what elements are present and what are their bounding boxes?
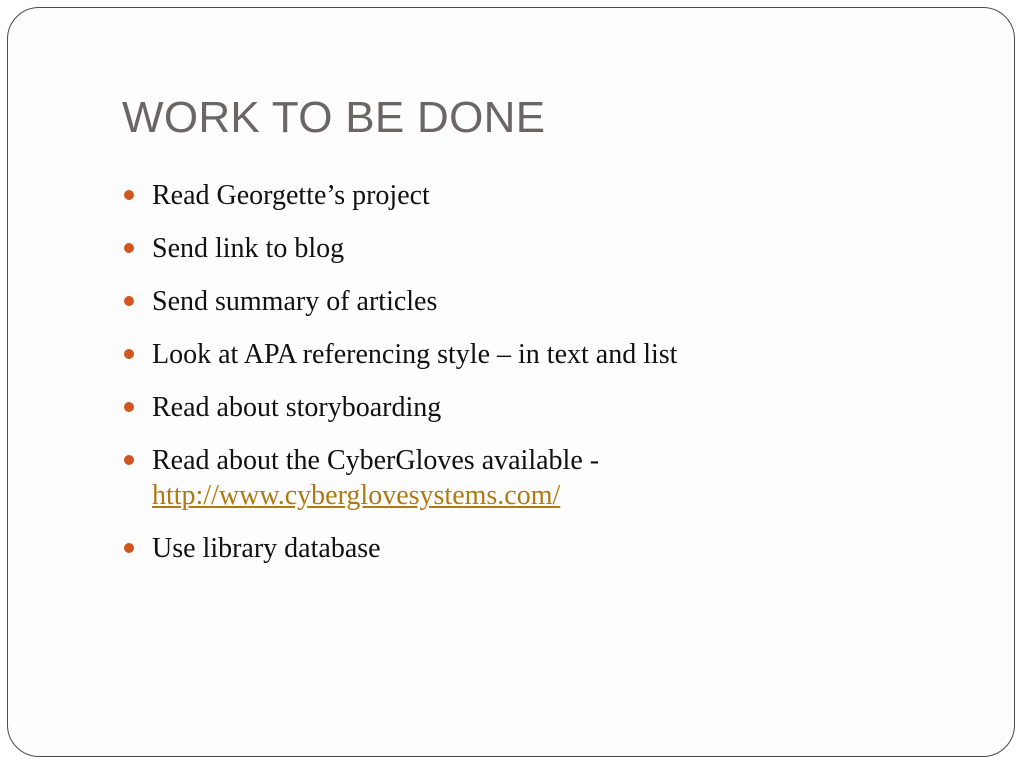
bullet-icon — [124, 402, 134, 412]
bullet-icon — [124, 243, 134, 253]
list-item — [122, 390, 962, 425]
list-item-text: Read about storyboarding — [152, 392, 442, 423]
slide-frame — [7, 7, 1015, 757]
list-item — [122, 531, 962, 566]
list-item-text: Read about the CyberGloves available - — [152, 445, 600, 476]
list-item-text: Read Georgette’s project — [152, 180, 430, 211]
list-item-text: Look at APA referencing style – in text and list — [152, 339, 678, 370]
bullet-icon — [124, 543, 134, 553]
list-item — [122, 337, 962, 372]
list-item — [122, 443, 962, 513]
list-item-text: Use library database — [152, 533, 381, 564]
bullet-list — [122, 178, 962, 584]
bullet-icon — [124, 296, 134, 306]
list-item — [122, 284, 962, 319]
slide-title: WORK TO BE DONE — [122, 93, 546, 142]
list-item-text: Send link to blog — [152, 233, 345, 264]
bullet-icon — [124, 349, 134, 359]
list-item-text: Send summary of articles — [152, 286, 438, 317]
list-item — [122, 178, 962, 213]
bullet-icon — [124, 190, 134, 200]
bullet-icon — [124, 455, 134, 465]
list-item — [122, 231, 962, 266]
cyberglove-link[interactable]: http://www.cyberglovesystems.com/ — [152, 480, 561, 511]
